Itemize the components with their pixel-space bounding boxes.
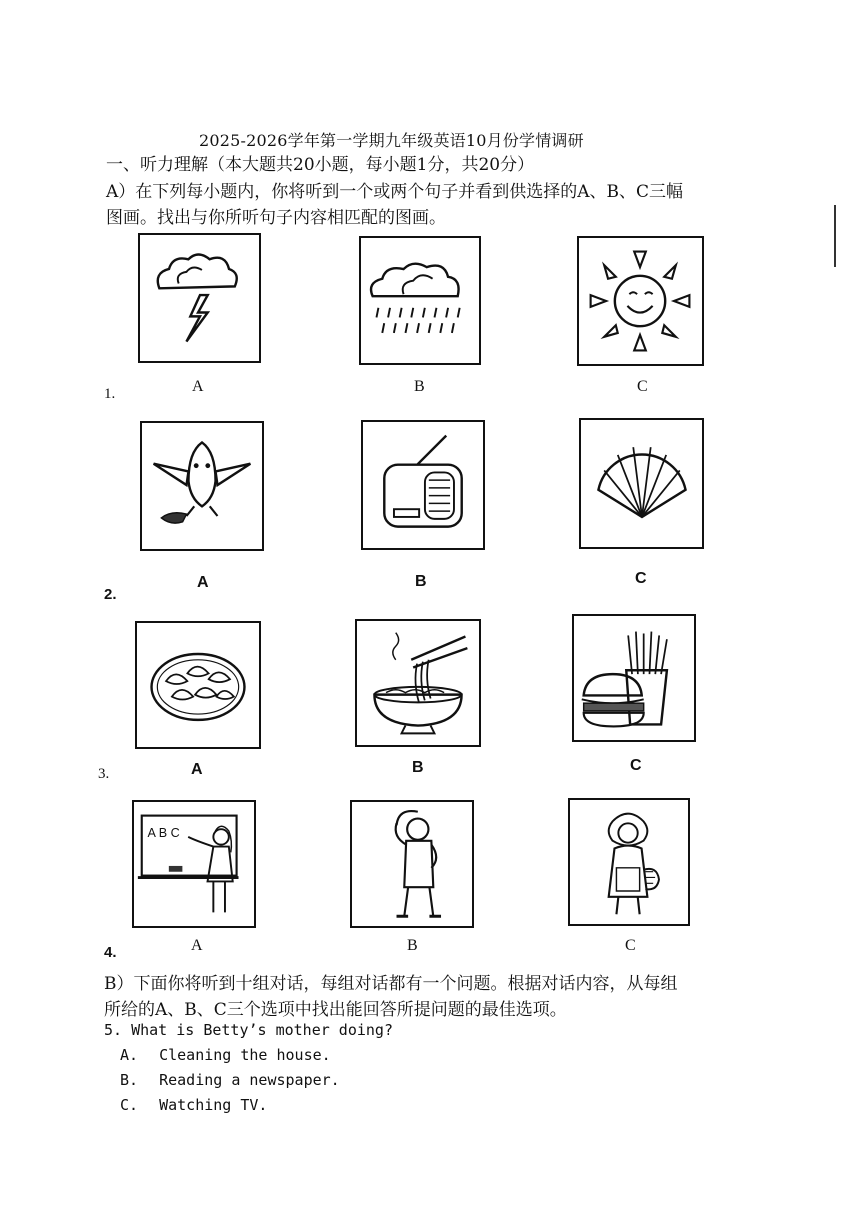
q4-label-b: B bbox=[407, 937, 418, 954]
q2-label-a: A bbox=[197, 574, 209, 591]
question-5-option-b[interactable] bbox=[120, 1071, 340, 1089]
svg-text:A B C: A B C bbox=[147, 825, 180, 840]
page-edge-mark bbox=[834, 205, 836, 267]
page-title: 2025-2026学年第一学期九年级英语10月份学情调研 bbox=[199, 131, 584, 150]
dumplings-icon bbox=[137, 623, 259, 747]
fan-icon bbox=[581, 420, 702, 547]
question-number: 4. bbox=[104, 944, 117, 961]
q3-label-b: B bbox=[412, 759, 424, 776]
question-number: 1. bbox=[104, 386, 116, 402]
q1-label-b: B bbox=[414, 378, 425, 395]
q2-option-c-picture[interactable] bbox=[579, 418, 704, 549]
thunderstorm-icon bbox=[140, 235, 259, 361]
option-letter: C. bbox=[120, 1096, 139, 1114]
part-b-instruction-1: B）下面你将听到十组对话，每组对话都有一个问题。根据对话内容，从每组 bbox=[104, 974, 678, 994]
part-a-instruction-1: A）在下列每小题内，你将听到一个或两个句子并看到供选择的A、B、C三幅 bbox=[106, 182, 684, 202]
q3-label-c: C bbox=[630, 757, 642, 774]
option-letter: B. bbox=[120, 1071, 139, 1089]
option-text: Watching TV. bbox=[159, 1096, 268, 1114]
question-number: 2. bbox=[104, 586, 117, 603]
q4-option-c-picture[interactable] bbox=[568, 798, 690, 926]
teacher-icon bbox=[134, 802, 254, 926]
fast-food-icon bbox=[574, 616, 694, 740]
question-5-option-c[interactable] bbox=[120, 1096, 267, 1114]
q4-label-a: A bbox=[191, 937, 203, 954]
airplane-icon bbox=[142, 423, 262, 549]
part-a-instruction-2: 图画。找出与你所听句子内容相匹配的图画。 bbox=[106, 208, 446, 228]
q1-option-a-picture[interactable] bbox=[138, 233, 261, 363]
option-text: Reading a newspaper. bbox=[159, 1071, 340, 1089]
q3-option-b-picture[interactable] bbox=[355, 619, 481, 747]
question-5-option-a[interactable] bbox=[120, 1046, 331, 1064]
q1-label-c: C bbox=[637, 378, 648, 395]
noodles-icon bbox=[357, 621, 479, 745]
q2-label-b: B bbox=[415, 573, 427, 590]
section-heading: 一、听力理解（本大题共20小题，每小题1分，共20分） bbox=[106, 155, 535, 175]
q1-option-c-picture[interactable] bbox=[577, 236, 704, 366]
shopper-icon bbox=[570, 800, 688, 924]
q1-label-a: A bbox=[192, 378, 204, 395]
q2-option-b-picture[interactable] bbox=[361, 420, 485, 550]
q3-option-c-picture[interactable] bbox=[572, 614, 696, 742]
part-b-instruction-2: 所给的A、B、C三个选项中找出能回答所提问题的最佳选项。 bbox=[104, 1000, 567, 1020]
exercise-icon bbox=[352, 802, 472, 926]
q3-option-a-picture[interactable] bbox=[135, 621, 261, 749]
q2-option-a-picture[interactable] bbox=[140, 421, 264, 551]
option-letter: A. bbox=[120, 1046, 139, 1064]
q4-option-b-picture[interactable] bbox=[350, 800, 474, 928]
q4-label-c: C bbox=[625, 937, 636, 954]
q4-option-a-picture[interactable] bbox=[132, 800, 256, 928]
q3-label-a: A bbox=[191, 761, 203, 778]
question-number: 3. bbox=[98, 766, 110, 782]
sun-icon bbox=[579, 238, 702, 364]
question-5-stem: 5. What is Betty’s mother doing? bbox=[104, 1021, 393, 1039]
q2-label-c: C bbox=[635, 570, 647, 587]
radio-icon bbox=[363, 422, 483, 548]
q1-option-b-picture[interactable] bbox=[359, 236, 481, 365]
option-text: Cleaning the house. bbox=[159, 1046, 331, 1064]
rain-icon bbox=[361, 238, 479, 363]
